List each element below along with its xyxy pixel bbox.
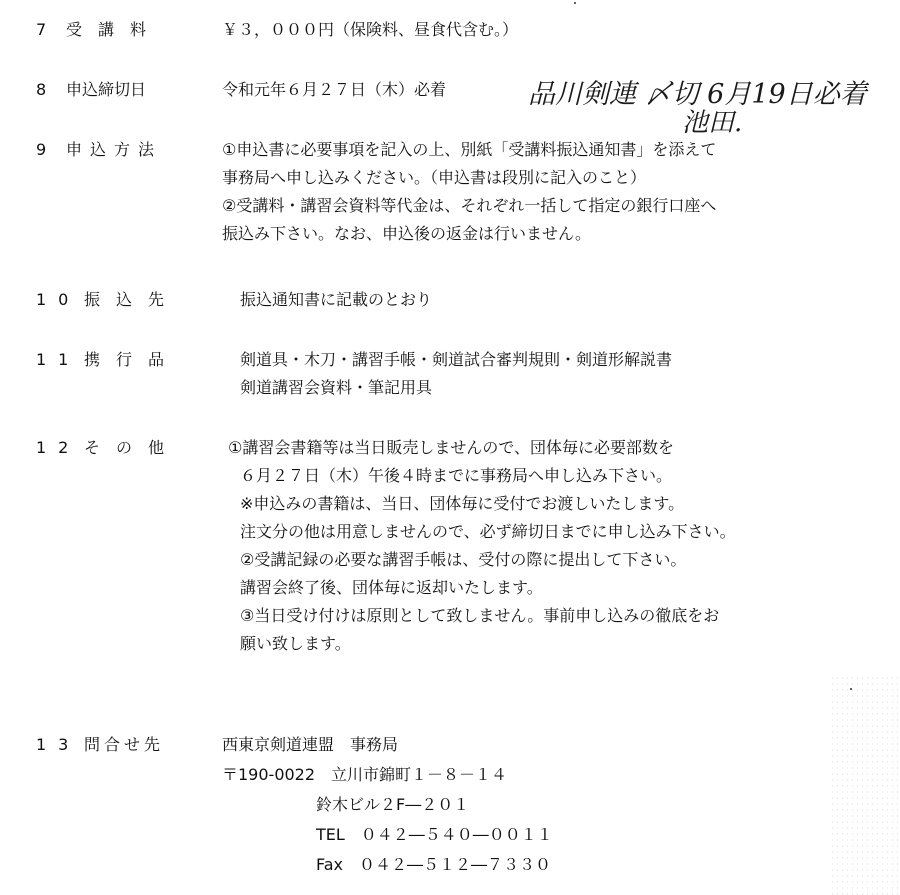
contact-address: 〒190-0022 立川市錦町１－８－１４: [222, 765, 508, 784]
section-text: 剣道講習会資料・筆記用具: [240, 378, 433, 397]
section-label: 申込方法: [66, 140, 163, 159]
section-text: ②受講料・講習会資料等代金は、それぞれ一括して指定の銀行口座へ: [222, 196, 717, 215]
section-text: ※申込みの書籍は、当日、団体毎に受付でお渡しいたします。: [240, 494, 685, 513]
contact-fax: Fax ０４２―５１２―７３３０: [316, 855, 552, 874]
section-label: そ の 他: [84, 438, 165, 457]
section-text: ①講習会書籍等は当日販売しませんので、団体毎に必要部数を: [228, 438, 675, 457]
handwritten-signature: 池田.: [682, 108, 743, 138]
section-label: 振 込 先: [84, 290, 165, 309]
scan-noise: [830, 675, 900, 895]
section-text: ￥３，０００円（保険料、昼食代含む。）: [222, 20, 519, 39]
section-text: 令和元年６月２７日（木）必着: [222, 80, 447, 99]
section-number: 12: [36, 438, 81, 457]
section-number: 8: [36, 80, 59, 99]
section-text: 剣道具・木刀・講習手帳・剣道試合審判規則・剣道形解説書: [240, 350, 673, 369]
section-label: 問合せ先: [84, 735, 165, 754]
section-label: 受 講 料: [66, 20, 147, 39]
section-number: 9: [36, 140, 59, 159]
section-text: ６月２７日（木）午後４時までに事務局へ申し込み下さい。: [240, 466, 673, 485]
section-text: 注文分の他は用意しませんので、必ず締切日までに申し込み下さい。: [240, 522, 736, 541]
section-text: ①申込書に必要事項を記入の上、別紙「受講料振込通知書」を添えて: [222, 140, 717, 159]
section-text: ②受講記録の必要な講習手帳は、受付の際に提出して下さい。: [240, 550, 687, 569]
handwritten-note: 品川剣連 〆切 6月19日必着: [528, 79, 867, 110]
section-number: 7: [36, 20, 59, 39]
section-text: 事務局へ申し込みください。（申込書は段別に記入のこと）: [222, 168, 647, 187]
section-number: 11: [36, 350, 81, 369]
section-label: 携 行 品: [84, 350, 165, 369]
scan-speck: [574, 2, 576, 4]
section-number: 13: [36, 735, 81, 754]
section-text: 振込み下さい。なお、申込後の返金は行いません。: [222, 224, 591, 243]
section-text: 振込通知書に記載のとおり: [240, 290, 433, 309]
contact-tel: TEL ０４２―５４０―００１１: [316, 825, 553, 844]
section-text: ③当日受け付けは原則として致しません。事前申し込みの徹底をお: [240, 606, 720, 625]
section-label: 申込締切日: [66, 80, 147, 99]
section-text: 講習会終了後、団体毎に返却いたします。: [240, 578, 543, 597]
contact-org: 西東京剣道連盟 事務局: [222, 735, 399, 754]
section-number: 10: [36, 290, 81, 309]
section-text: 願い致します。: [240, 634, 351, 653]
contact-building: 鈴木ビル２F―２０１: [316, 795, 470, 814]
